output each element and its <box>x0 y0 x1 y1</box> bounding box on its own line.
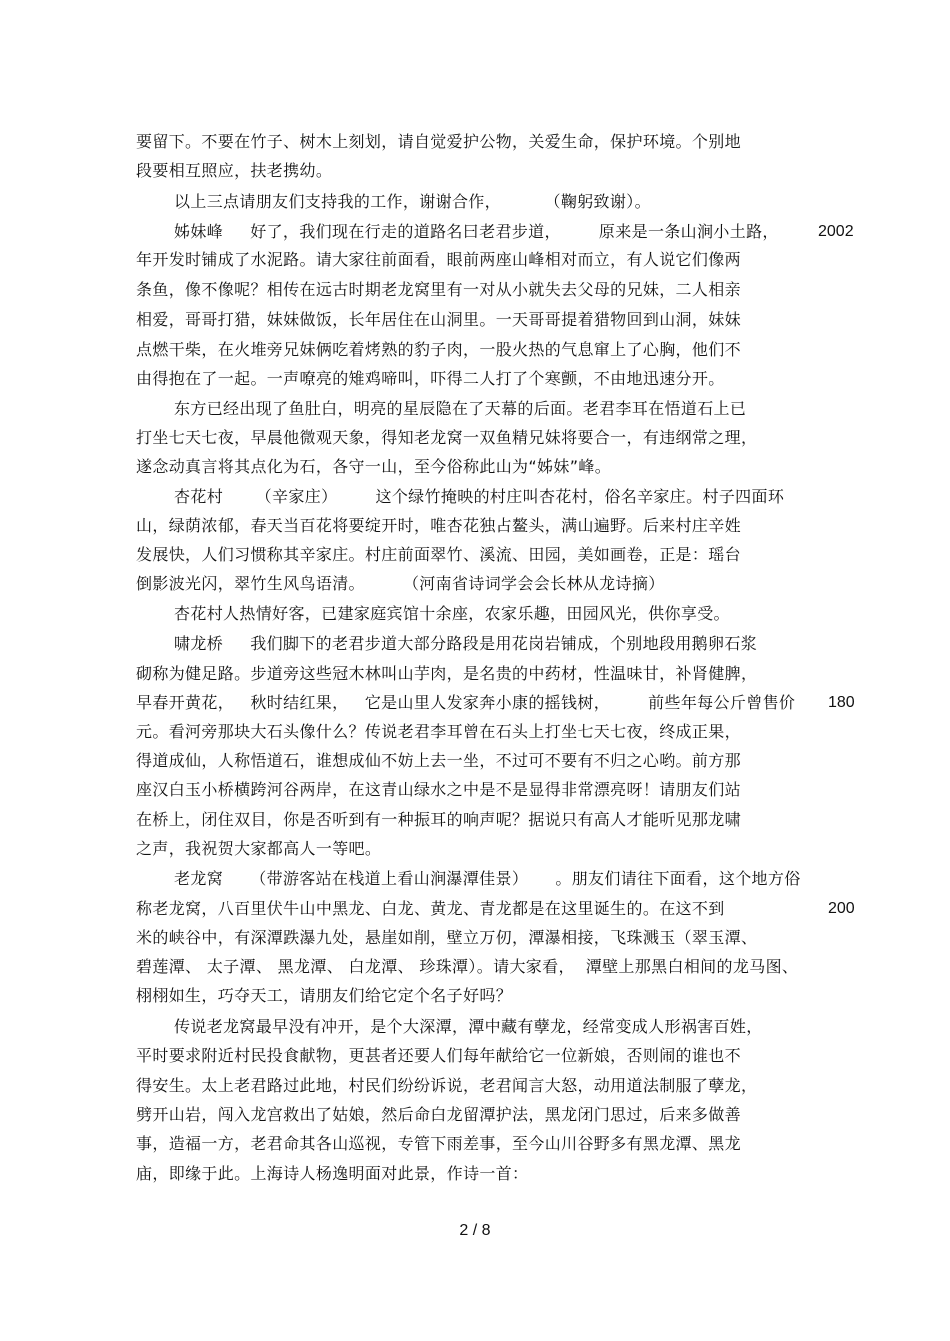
text-line: 段要相互照应，扶老携幼。 <box>136 161 333 180</box>
text-line: 老龙窝 （带游客站在栈道上看山涧瀑潭佳景） 。朋友们请往下面看，这个地方俗 <box>174 869 801 888</box>
text-line: 点燃干柴，在火堆旁兄妹俩吃着烤熟的豹子肉，一股火热的气息窜上了心胸，他们不 <box>136 340 741 359</box>
text-line: 米的峡谷中，有深潭跌瀑九处，悬崖如削，壁立万仞，潭瀑相接，飞珠溅玉（翠玉潭、 <box>136 928 758 947</box>
text-line: 年开发时铺成了水泥路。请大家往前面看，眼前两座山峰相对而立，有人说它们像两 <box>136 250 741 269</box>
text-line: 在桥上，闭住双目，你是否听到有一种振耳的响声呢？据说只有高人才能听见那龙啸 <box>136 810 741 829</box>
page-number: 2 / 8 <box>459 1222 491 1239</box>
text-line: 由得抱在了一起。一声嘹亮的雉鸡啼叫，吓得二人打了个寒颤，不由地迅速分开。 <box>136 369 725 388</box>
text-line: 得安生。太上老君路过此地，村民们纷纷诉说，老君闻言大怒，动用道法制服了孽龙， <box>136 1076 758 1095</box>
text-line: 碧莲潭、 太子潭、 黑龙潭、 白龙潭、 珍珠潭）。请大家看， 潭壁上那黑白相间的龙马图、 <box>136 957 799 976</box>
text-line: 姊妹峰 好了，我们现在行走的道路名曰老君步道， 原来是一条山涧小土路， <box>174 222 779 241</box>
text-line: 以上三点请朋友们支持我的工作，谢谢合作， （鞠躬致谢）。 <box>174 192 651 211</box>
text-line: 杏花村 （辛家庄） 这个绿竹掩映的村庄叫杏花村，俗名辛家庄。村子四面环 <box>174 487 785 506</box>
text-line: 庙，即缘于此。上海诗人杨逸明面对此景，作诗一首： <box>136 1164 529 1183</box>
text-line: 早春开黄花， 秋时结红果， 它是山里人发家奔小康的摇钱树， 前些年每公斤曾售价 <box>136 693 796 712</box>
text-line: 称老龙窝，八百里伏牛山中黑龙、白龙、黄龙、青龙都是在这里诞生的。在这不到 <box>136 899 725 918</box>
text-line: 要留下。不要在竹子、树木上刻划，请自觉爱护公物，关爱生命，保护环境。个别地 <box>136 132 741 151</box>
text-line: 倒影波光闪，翠竹生风鸟语清。 （河南省诗词学会会长林从龙诗摘） <box>136 574 665 593</box>
text-line: 劈开山岩，闯入龙宫救出了姑娘，然后命白龙留潭护法，黑龙闭门思过，后来多做善 <box>136 1105 741 1124</box>
text-line: 元。看河旁那块大石头像什么？传说老君李耳曾在石头上打坐七天七夜，终成正果， <box>136 722 741 741</box>
text-line: 栩栩如生，巧夺天工，请朋友们给它定个名子好吗？ <box>136 986 513 1005</box>
text-line: 之声，我祝贺大家都高人一等吧。 <box>136 839 382 858</box>
text-line: 相爱，哥哥打猎，妹妹做饭，长年居住在山洞里。一天哥哥提着猎物回到山洞，妹妹 <box>136 310 741 329</box>
text-line: 砌称为健足路。步道旁这些冠木林叫山芋肉，是名贵的中药材，性温味甘，补肾健脾， <box>136 664 758 683</box>
text-line: 杏花村人热情好客，已建家庭宾馆十余座，农家乐趣，田园风光，供你享受。 <box>174 604 730 623</box>
text-line: 东方已经出现了鱼肚白，明亮的星辰隐在了天幕的后面。老君李耳在悟道石上已 <box>174 399 747 418</box>
text-line: 啸龙桥 我们脚下的老君步道大部分路段是用花岗岩铺成，个别地段用鹅卵石浆 <box>174 634 758 653</box>
text-line: 事，造福一方，老君命其各山巡视，专管下雨差事，至今山川谷野多有黑龙潭、黑龙 <box>136 1134 741 1153</box>
text-line: 山，绿荫浓郁，春天当百花将要绽开时，唯杏花独占鳌头，满山遍野。后来村庄辛姓 <box>136 516 741 535</box>
text-line: 传说老龙窝最早没有冲开，是个大深潭，潭中藏有孽龙，经常变成人形祸害百姓， <box>174 1017 763 1036</box>
text-line: 得道成仙，人称悟道石，谁想成仙不妨上去一坐，不过可不要有不归之心哟。前方那 <box>136 751 741 770</box>
text-line: 打坐七天七夜，早晨他微观天象，得知老龙窝一双鱼精兄妹将要合一，有违纲常之理， <box>136 428 758 447</box>
text-line: 平时要求附近村民投食献物，更甚者还要人们每年献给它一位新娘，否则闹的谁也不 <box>136 1046 741 1065</box>
text-line: 条鱼，像不像呢？相传在远古时期老龙窝里有一对从小就失去父母的兄妹，二人相亲 <box>136 280 741 299</box>
margin-number: 200 <box>828 900 855 917</box>
margin-number: 180 <box>828 694 855 711</box>
text-line: 遂念动真言将其点化为石，各守一山，至今俗称此山为“姊妹”峰。 <box>136 457 612 476</box>
text-line: 座汉白玉小桥横跨河谷两岸，在这青山绿水之中是不是显得非常漂亮呀！请朋友们站 <box>136 780 741 799</box>
text-line: 发展快，人们习惯称其辛家庄。村庄前面翠竹、溪流、田园，美如画卷，正是：瑶台 <box>136 545 741 564</box>
margin-number: 2002 <box>818 223 854 240</box>
